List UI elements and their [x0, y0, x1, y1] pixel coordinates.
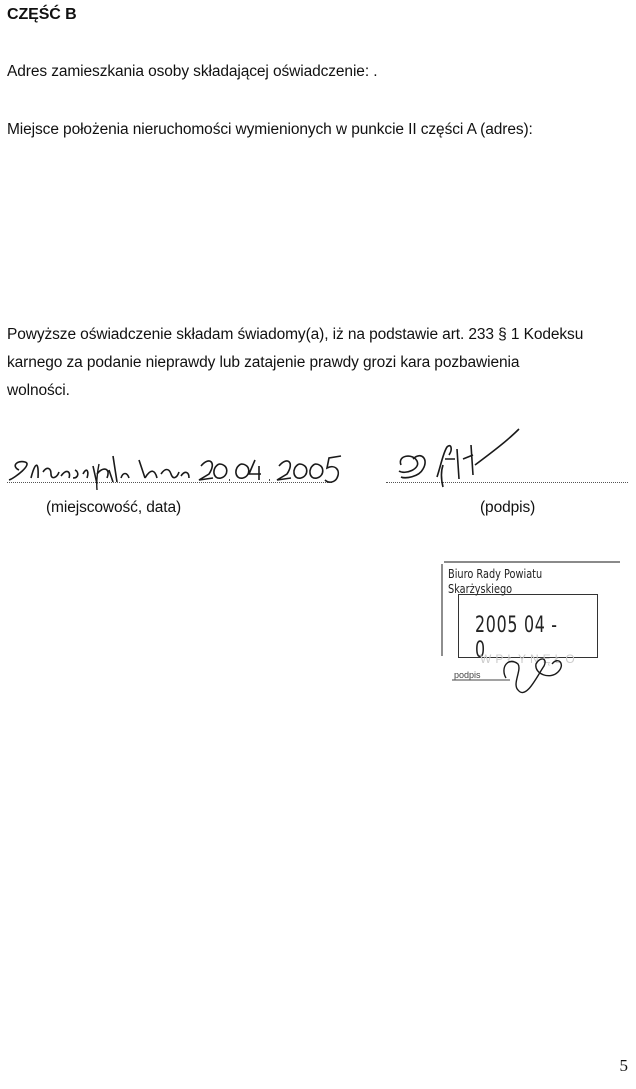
stamp-title: Biuro Rady Powiatu Skarżyskiego	[448, 566, 543, 596]
stamp-podpis-label: podpis	[454, 670, 481, 680]
declaration-line-1: Powyższe oświadczenie składam świadomy(a), iż na podstawie art. 233 § 1 Kodeksu	[7, 326, 584, 343]
stamp-faint-text: WPŁYNĘŁO	[480, 652, 579, 666]
address-label: Adres zamieszkania osoby składającej oświadczenie: .	[7, 63, 378, 80]
stamp-date: 2005 04 - 0	[475, 613, 558, 663]
declaration-line-3: wolności.	[7, 382, 70, 399]
place-date-handwriting	[5, 440, 345, 490]
page-number: 5	[619, 1056, 628, 1075]
receipt-stamp	[440, 560, 624, 680]
stamp-initials	[440, 560, 624, 710]
place-date-caption: (miejscowość, data)	[46, 499, 182, 516]
declaration-line-2: karnego za podanie nieprawdy lub zatajenie prawdy grozi kara pozbawienia	[7, 354, 520, 371]
property-location-label: Miejsce położenia nieruchomości wymienionych w punkcie II części A (adres):	[7, 121, 533, 138]
signature-caption: (podpis)	[480, 499, 536, 516]
section-heading: CZĘŚĆ B	[7, 6, 77, 23]
signature-handwriting	[395, 425, 535, 495]
